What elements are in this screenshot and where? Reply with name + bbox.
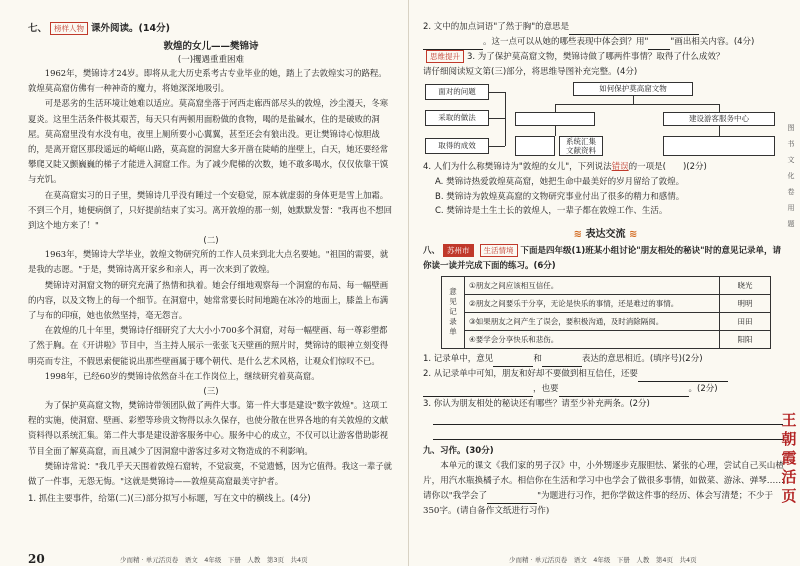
record-name: 阳阳 <box>720 330 771 348</box>
page-number: 20 <box>28 552 45 566</box>
paragraph: 樊锦诗对洞窟文物的研究充满了热情和执着。她会仔细地观察每一个洞窟的布局、每一幅壁画的内容，以及文物上的每一个细节。在洞窟中，她常常要长时间地跪在冰冷的地面上，膝盖上布满了与布的印痕，她也依然坚持，毫无怨言。 <box>28 279 389 321</box>
problem-label: 面对的问题 <box>425 84 489 100</box>
paragraph: 可是恶劣的生活环境让她难以适应。莫高窟坐落于河西走廊西部尽头的敦煌，沙尘漫天，冬寒夏炎。这里生活条件极其艰苦，每天只有两顿用面粉做的食物，喝的是盐碱水，住的是破败的洞屋。莫高窟里没有水没有电，夜里上厕所要小心翼翼，甚至还会有狼出没。更让樊锦诗心惊胆战的，是离开窟区那段遥远的崎岖山路，莫高窟的洞窟大多开凿在陡峭的崖壁上，白天，她还要经常攀爬又陡又颤巍巍的梯子才能进入洞窟工作。为了减少爬梯的次数，她不敢多喝水，仅仅依靠干馍与充饥。 <box>28 98 389 185</box>
answer-blank[interactable] <box>638 371 728 382</box>
answer-line[interactable] <box>433 429 783 440</box>
result-blank-1[interactable] <box>515 136 555 156</box>
brand-stamp: 王朝霞活页 <box>781 411 797 505</box>
result-blank-2[interactable] <box>663 136 775 156</box>
answer-blank[interactable] <box>569 24 699 35</box>
record-name: 田田 <box>720 312 771 330</box>
part3-heading: (三) <box>203 387 219 398</box>
question-3: 思维提升 3. 为了保护莫高窟文物，樊锦诗做了哪两件事情？取得了什么成效？ <box>423 50 788 65</box>
choice-b: B. 樊锦诗为敦煌莫高窟的文物研究事业付出了很多的精力和感情。 <box>435 191 685 202</box>
section-header: ≋ 表达交流 ≋ <box>573 228 638 240</box>
left-footer: 少而精 · 单元活页卷 语文 4年级 下册 人教 第3页 共4页 <box>120 556 308 564</box>
essay-title-blank[interactable] <box>487 493 537 504</box>
role-model-tag: 榜样人物 <box>50 22 88 35</box>
section-9-heading: 九、习作。(30分) <box>423 445 494 456</box>
paragraph: 1962年，樊锦诗才24岁。即将从北大历史系考古专业毕业的她，踏上了去敦煌实习的路程。敦煌莫高窟仿佛有一种神奇的魔力，将她深深地吸引。 <box>28 68 387 94</box>
record-name: 明明 <box>720 294 771 312</box>
answer-line[interactable] <box>433 414 783 425</box>
measure-label: 采取的做法 <box>425 110 489 126</box>
question-4: 4. 人们为什么称樊锦诗为"敦煌的女儿"，下列说法错误的一项是( )(2分) <box>423 162 707 172</box>
record-side-label: 意见记录单 <box>442 276 465 348</box>
paragraph: 为了保护莫高窟文物，樊锦诗带领团队做了两件大事。第一件大事是建设"数字敦煌"。这项工程的实施，使洞窟、壁画、彩塑等珍贵文物得以永久保存，也使分散在世界各地的有关敦煌的文献资料得以系统汇集。第二件大事是建设游客服务中心。服务中心的成立，不仅可以让游客借助影视节目全面了解莫高窟，而且减少了因洞窟中游客过多对文物造成的不利影响。 <box>28 400 389 456</box>
right-footer: 少而精 · 单元活页卷 语文 4年级 下册 人教 第4页 共4页 <box>509 556 697 564</box>
answer-blank[interactable] <box>542 356 582 367</box>
s8-question-1: 1. 记录单中，意见 和 表达的意思相近。(填序号)(2分) <box>423 352 788 367</box>
record-text: ②朋友之间要乐于分享，无论是快乐的事情，还是难过的事情。 <box>465 294 720 312</box>
paragraph: 1963年，樊锦诗大学毕业，敦煌文物研究所的工作人员来到北大点名要她。"祖国的需要，就是我的志愿。"于是，樊锦诗离开家乡和亲人，再一次来到了敦煌。 <box>28 249 389 275</box>
paragraph: 在敦煌的几十年里，樊锦诗仔细研究了大大小小700多个洞窟，对每一幅壁画、每一尊彩塑都了然于胸。在《开讲啦》节目中，当主持人展示一张张飞天壁画的照片时，樊锦诗的眼神立刻变得明亮而专注，不假思索便能说出那些壁画属于哪个朝代、是什么艺术风格，让观众们惊叹不已。 <box>28 325 389 366</box>
record-text: ①朋友之间应该相互信任。 <box>465 276 720 294</box>
paragraph: 樊锦诗常说："我几乎天天围着敦煌石窟转，不觉寂寞，不觉遗憾，因为它值得。我这一辈子就做了一件事，无怨无悔。"这就是樊锦诗——敦煌莫高窟最美守护者。 <box>28 460 393 487</box>
record-table <box>441 276 771 349</box>
side-margin: 图 书 文 化 卷 用 题 <box>787 124 795 228</box>
result-label: 取得的成效 <box>425 138 489 154</box>
answer-blank[interactable] <box>423 386 533 397</box>
choice-c: C. 樊锦诗是土生土长的敦煌人，一辈子都在敦煌工作、生活。 <box>435 206 668 216</box>
paragraph: 在莫高窟实习的日子里，樊锦诗几乎没有睡过一个安稳觉，原本就虚弱的身体更是雪上加霜。不到三个月，她便病倒了，只好提前结束了实习。离开敦煌的那一刻，她默默发誓："我再也不想回到这个地方来了！" <box>28 189 392 231</box>
answer-blank[interactable] <box>559 386 689 397</box>
answer-blank[interactable] <box>648 39 670 50</box>
region-tag: 苏州市 <box>443 244 474 257</box>
measure1-blank[interactable] <box>515 112 595 126</box>
measure2-node: 建设游客服务中心 <box>663 112 775 126</box>
choice-a: A. 樊锦诗热爱敦煌莫高窟，她把生命中最美好的岁月留给了敦煌。 <box>435 177 685 187</box>
section-8-heading: 八、 苏州市 生活情境 下面是四年级(1)班某小组讨论"朋友相处的秘诀"时的意见记录单，请你读一读并完成下面的练习。(6分) <box>423 245 782 271</box>
answer-blank[interactable] <box>423 39 483 50</box>
article-title: 敦煌的女儿——樊锦诗 <box>163 41 259 52</box>
context-tag: 生活情境 <box>480 244 518 257</box>
s8-question-2: 2. 从记录单中可知，朋友和好却不要做到相互信任，还要 <box>423 367 788 382</box>
answer-blank[interactable] <box>493 356 533 367</box>
question-1: 1. 抓住主要事件，给第(二)(三)部分拟写小标题，写在文中的横线上。(4分) <box>28 494 311 505</box>
part1-heading: (一)攫遇重重困难 <box>177 55 245 65</box>
thinking-tag: 思维提升 <box>426 50 464 63</box>
record-text: ③如果朋友之间产生了误会，要积极沟通，及时消除隔阂。 <box>465 312 720 330</box>
record-name: 晓光 <box>720 276 771 294</box>
center-node: 如何保护莫高窟文物 <box>573 82 693 96</box>
part2-heading: (二) <box>203 236 219 247</box>
result-node: 系统汇集 文献资料 <box>559 136 603 156</box>
essay-prompt: 本单元的课文《我们家的男子汉》中，小外甥逐步克服胆怯、紧张的心理，尝试自己买山楂片，用汽水瓶换橘子水。相信你在生活和学习中也学会了做很多事情，如做菜、游泳、弹琴……请你以"我学会了 "为题进行习作，把你学做这件事的经历、体会写清楚；不少于350字。(请自备作文纸进行习作) <box>423 460 784 516</box>
question-2: 2. 文中的加点词语"了然于胸"的意思是 <box>423 20 788 35</box>
s8-question-3: 3. 你认为朋友相处的秘诀还有哪些？请至少补充两条。(2分) <box>423 398 650 409</box>
right-page: 2. 文中的加点词语"了然于胸"的意思是 。这一点可以从她的哪些表现中体会到？用" "画出相关内容。(4分) 思维提升 3. 为了保护莫高窟文物，樊锦诗做了哪两件事情？取得了什么成效？ 请仔细阅读短文第(三)部分，将思维导图补充完整。(4分) 面对的问题 采取的做法 取得的成效 如何保护莫高窟文物 建设游客服务中心 系统汇集 文献资料 4. 人们为什么称樊锦诗为"敦煌的女儿"，下列说法错误的一项是( )(2分) A. 樊锦诗热爱敦煌莫高窟，她把生命中最美好的岁月留给了敦煌。 B. 樊锦诗为敦煌莫高窟的文物研究事业付出了很多的精力和感情。 C. 樊锦诗是土生土长的敦煌人，一辈子都在敦煌工作、生活。 ≋ 表达交流 ≋ 八、 苏州市 生活情境 下面是四年级(1)班某小组讨论"朋友相处的秘诀"时的意见记录单，请你读一读并完成下面的练习。(6分) 意见记录单 ①朋友之间应该相互信任。 晓光 ②朋友之间要乐于分享，无论是快乐的事情，还是难过的事情。 明明 ③如果朋友之间产生了误会，要积极沟通，及时消除隔阂。 田田 ④要学会分享快乐和悲伤。 阳阳 1. 记录单中，意见 和 表达的意思相近。(填序号)(2分) 2. 从记录单中可知，朋友和好却不要做到相互信任，还要 ，也要 。(2分) 3. 你认为朋友相处的秘诀还有哪些？请至少补充两条。(2分) 九、习作。(30分) 本单元的课文《我们家的男子汉》中，小外甥逐步克服胆怯、紧张的心理，尝试自己买山楂片，用汽水瓶换橘子水。相信你在生活和学习中也学会了做很多事情，如做菜、游泳、弹琴……请你以"我学会了 "为题进行习作，把你学做这件事的经历、体会写清楚；不少于350字。(请自备作文纸进行习作) 少而精 · 单元活页卷 语文 4年级 下册 人教 第4页 共4页 <box>408 0 800 566</box>
section-7-heading: 七、 榜样人物 课外阅读。(14分) <box>28 23 170 34</box>
record-text: ④要学会分享快乐和悲伤。 <box>465 330 720 348</box>
paragraph: 1998年，已经60岁的樊锦诗依然奋斗在工作岗位上，继续研究着莫高窟。 <box>44 370 320 381</box>
mind-map <box>423 80 788 158</box>
